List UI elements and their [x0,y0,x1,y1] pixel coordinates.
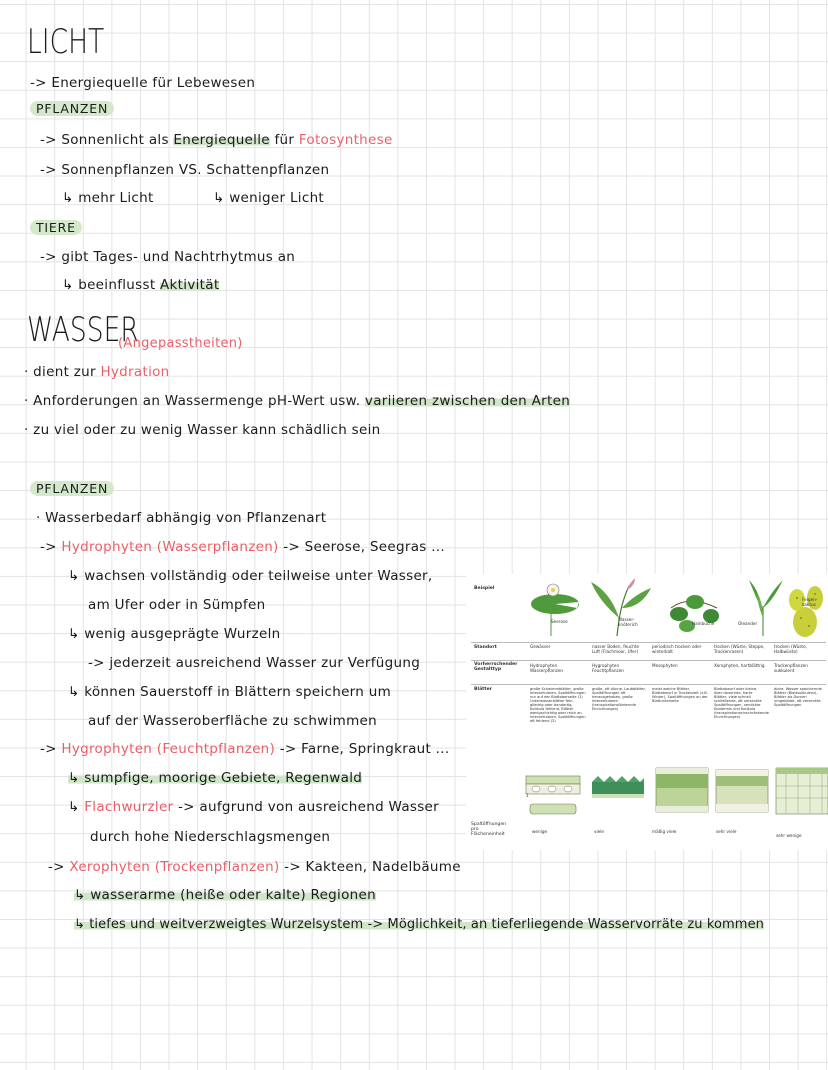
blaetter-mesophyten: meist weiche Blätter, Blattabwurf in Trockenzeit (z.B. Winter), Spaltöffnungen an der Blattunterseite [652,687,708,703]
cross-section-hygrophyten [592,776,644,798]
blaetter-xerophyten: Blattabwurf oder kleine, über dauernde, harte Blätter, viele schnell schließende, oft versenkte Spaltöffnungen, verdickte Epidermis und Kutikula (transpirationseinschränkende Einrichtungen) [714,687,769,719]
spalt-mesophyten: mäßig viele [652,829,677,834]
pflanzen-label: PFLANZEN [30,101,114,116]
licht-pflanzen-tag [30,101,114,117]
xerophyten-heading [48,859,461,875]
row-label-standort: Standort [474,645,497,650]
licht-tagesrhytmus: -> gibt Tages- und Nachtrhytmus an [40,249,296,265]
spalt-hygrophyten: viele [594,829,604,834]
gestalt-mesophyten: Mesophyten [652,663,678,668]
divider [471,684,826,685]
hydrophyten-line-6: auf der Wasseroberfläche zu schwimmen [88,713,378,729]
tiere-label: TIERE [30,220,82,235]
highlight-energiequelle: Energiequelle [173,132,270,148]
hydrophyten-heading [40,539,445,555]
hydrophyten-line-5: ↳ können Sauerstoff in Blättern speichern um [68,684,392,700]
blaetter-sukkulenten: dicke, Wasser speichernde Blätter (Blattsukkulenz), Blätter als Dornen umgebildet, oft versenkte Spaltöffnungen [774,687,822,707]
text: · dient zur [24,364,101,380]
row-label-blaetter: Blätter [474,687,492,692]
fotosynthese-term: Fotosynthese [298,132,393,148]
gestalt-xerophyten: Xerophyten, hartblättrig [714,663,765,668]
cross-section-xerophyten [716,770,768,812]
highlight-sumpfige: ↳ sumpfige, moorige Gebiete, Regenwald [68,770,363,786]
hydrophyten-line-4: -> jederzeit ausreichend Wasser zur Verfügung [88,655,421,671]
oleander-illustration [749,580,783,636]
licht-aktivitaet [62,277,219,293]
hygrophyten-line-3: durch hohe Niederschlagsmengen [90,829,331,845]
wasser-title: WASSER [27,310,139,350]
standort-mesophyten: periodisch trocken oder winterkalt [652,644,702,654]
plant-name-feigenkaktus: Feigen-kaktus [802,597,818,607]
wasser-schaedlich: · zu viel oder zu wenig Wasser kann schädlich sein [24,422,381,438]
hydration-term: Hydration [100,364,170,380]
hygrophyten-line-2 [68,799,439,815]
highlight-variieren: variieren zwischen den Arten [364,393,571,409]
plant-types-table-figure [466,574,828,850]
spalt-hydrophyten: wenige [532,829,548,834]
text: für [269,132,299,148]
wasser-hydration [24,364,170,380]
wasser-bedarf: · Wasserbedarf abhängig von Pflanzenart [36,510,327,526]
plant-name-oleander: Oleander [738,621,758,626]
seerose-illustration [531,584,579,636]
cross-section-mesophyten [656,768,708,812]
plant-name-seerose: Seerose [551,619,568,624]
blaetter-hydrophyten: große Schwimmblätter, große Interzellularen, Spaltöffnungen nur auf der Blattoberseite (1) Unterwasserblätter fein-gliedrig oder bandartig, Kutikula fehlend, Blätter wenigschichtig oder reich an Interzellularen, Spaltöffnungen oft fehlend (2) [530,687,586,723]
text: -> [40,741,62,757]
xerophyten-line-2 [74,917,764,932]
hygrophyten-term: Hygrophyten (Feuchtpflanzen) [61,741,276,757]
wasser-pflanzen-tag [30,481,114,497]
licht-mehr-licht: ↳ mehr Licht [62,190,154,206]
cross-section-hydrophyten [526,776,580,814]
highlight-wurzelsystem: ↳ tiefes und weitverzweigtes Wurzelsystem -> Möglichkeit, an tieferliegende Wasservorräte zu kommen [74,917,765,932]
gestalt-hygrophyten: Hygrophyten Feuchtpflanzen [592,663,624,673]
feigenkaktus-illustration [789,586,823,637]
standort-xerophyten: trocken (Wüste, Steppe, Trockenrasen) [714,644,765,654]
hydrophyten-line-2: am Ufer oder in Sümpfen [88,597,266,613]
xerophyten-term: Xerophyten (Trockenpflanzen) [69,859,280,875]
text: ↳ beeinflusst [62,277,161,293]
blaetter-hygrophyten: große, oft dünne, Laubblätter, Spaltöffnungen oft herausgehoben, große Interzellularen (transpirationsfördernde Einrichtungen) [592,687,647,711]
spalt-xerophyten: sehr viele [716,829,737,834]
plant-name-hainbuche: Hainbuche [692,621,715,626]
cross-section-sukkulenten [776,768,828,814]
licht-line-energiequelle: -> Energiequelle für Lebewesen [30,75,256,91]
row-label-spaltoeffnungen: Spaltöffnungen pro Flächeneinheit [471,822,507,837]
text: -> aufgrund von ausreichend Wasser [173,799,440,815]
highlight-wasserarme: ↳ wasserarme (heiße oder kalte) Regionen [74,887,376,903]
plant-illustrations [521,578,826,640]
wasser-subtitle: (Angepasstheiten) [118,336,243,351]
licht-weniger-licht: ↳ weniger Licht [213,190,325,206]
gestalt-hydrophyten: Hydrophyten Wasserpflanzen [530,663,564,673]
text: -> Kakteen, Nadelbäume [279,859,461,875]
standort-hygrophyten: nasser Boden, feuchte Luft (Flachmoor, Ufer) [592,644,640,654]
row-label-beispiel: Beispiel [474,586,495,591]
licht-title: LICHT [27,22,105,62]
highlight-aktivitaet: Aktivität [160,277,220,293]
hydrophyten-term: Hydrophyten (Wasserpflanzen) [61,539,279,555]
text: -> [40,539,62,555]
licht-tiere-tag [30,220,82,236]
gestalt-sukkulenten: Trockenpflanzen sukkulent [774,663,808,673]
xerophyten-line-1 [74,887,376,903]
hygrophyten-heading [40,741,449,757]
standort-sukkulenten: trocken (Wüste, Halbwüste) [774,644,807,654]
text: ↳ [68,799,85,815]
hydrophyten-line-3: ↳ wenig ausgeprägte Wurzeln [68,626,281,642]
pflanzen-label: PFLANZEN [30,481,114,496]
licht-sonnen-schatten: -> Sonnenpflanzen VS. Schattenpflanzen [40,162,330,178]
text: -> Sonnenlicht als [40,132,174,148]
divider [471,642,826,643]
flachwurzler-term: Flachwurzler [84,799,174,815]
spalt-sukkulenten: sehr wenige [776,833,802,838]
standort-hydrophyten: Gewässer [530,644,551,649]
hydrophyten-line-1: ↳ wachsen vollständig oder teilweise unter Wasser, [68,568,433,584]
text: · Anforderungen an Wassermenge pH-Wert usw. [24,393,365,409]
cross-section-label-1: 1 [526,793,529,798]
plant-name-wasserknoeterich: Wasser-knöterich [618,617,638,627]
leaf-cross-sections [524,766,828,820]
divider [471,660,826,661]
text: -> Seerose, Seegras ... [278,539,445,555]
row-label-gestalttyp: Vorherrschender Gestalttyp [474,662,518,672]
hygrophyten-line-1 [68,770,362,786]
text: -> Farne, Springkraut ... [275,741,450,757]
licht-sonnenlicht-line [40,132,393,148]
wasser-anforderungen [24,393,570,409]
text: -> [48,859,70,875]
